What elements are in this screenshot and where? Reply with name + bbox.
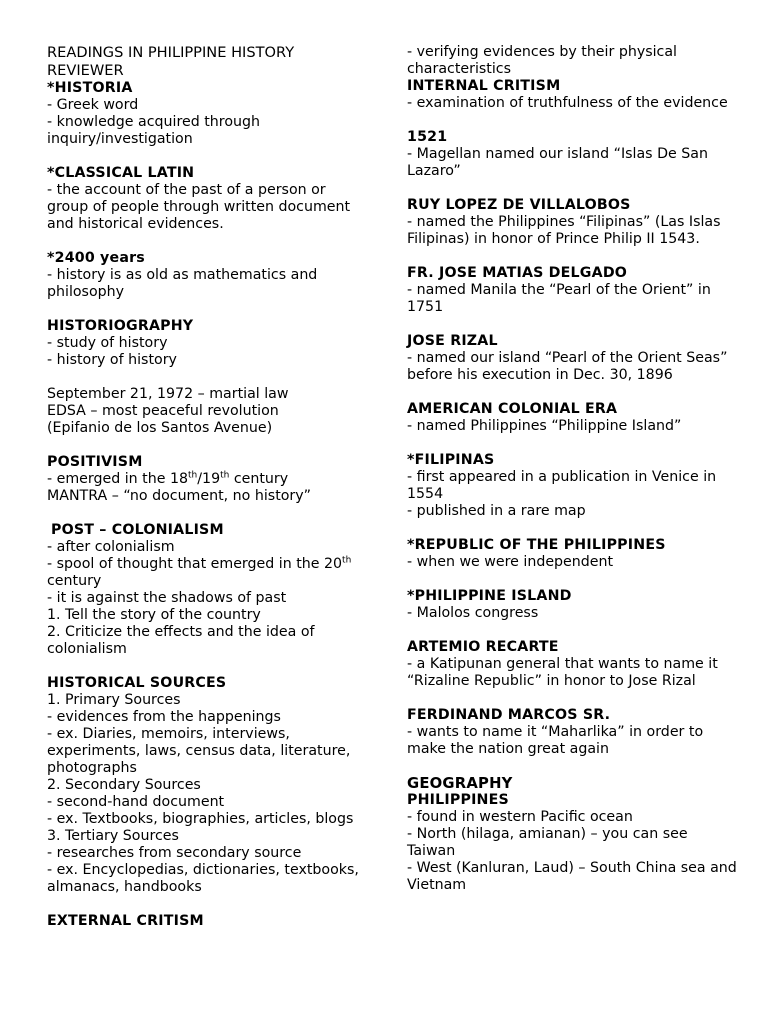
- text-fragment: century: [229, 471, 289, 487]
- text-fragment: century: [47, 573, 102, 589]
- text-line: 1. Primary Sources: [47, 692, 181, 708]
- document-title: [47, 44, 367, 80]
- text-line: - researches from secondary source: [47, 845, 302, 861]
- subheading-philippines: PHILIPPINES: [407, 792, 509, 808]
- superscript: th: [188, 470, 198, 481]
- heading-philippine-island: *PHILIPPINE ISLAND: [407, 588, 572, 604]
- section-villalobos: [407, 197, 737, 248]
- text-line: - Greek word: [47, 97, 139, 113]
- section-historiography: [47, 318, 367, 369]
- right-column: [407, 44, 737, 911]
- section-american-colonial-era: [407, 401, 737, 435]
- text-line: [47, 471, 367, 488]
- section-delgado: [407, 265, 737, 316]
- text-line: - West (Kanluran, Laud) – South China sea and Vietnam: [407, 860, 737, 893]
- text-line: - named the Philippines “Filipinas” (Las Islas Filipinas) in honor of Prince Philip II 1543.: [407, 214, 721, 247]
- heading-geography: GEOGRAPHY: [407, 775, 513, 792]
- heading-2400-years: *2400 years: [47, 250, 145, 266]
- section-classical-latin: [47, 165, 367, 233]
- section-recarte: [407, 639, 737, 690]
- text-line: - wants to name it “Maharlika” in order to make the nation great again: [407, 724, 704, 757]
- text-line: - the account of the past of a person or group of people through written document and historical evidences.: [47, 182, 351, 232]
- left-column: [47, 44, 367, 947]
- heading-post-colonialism: POST – COLONIALISM: [51, 522, 224, 538]
- text-line: - examination of truthfulness of the evidence: [407, 95, 728, 111]
- text-line: 3. Tertiary Sources: [47, 828, 179, 844]
- heading-american-colonial-era: AMERICAN COLONIAL ERA: [407, 401, 618, 417]
- text-line: September 21, 1972 – martial law: [47, 386, 289, 402]
- title-line-2: REVIEWER: [47, 62, 124, 79]
- section-2400-years: [47, 250, 367, 301]
- section-internal-critism: [407, 78, 737, 112]
- heading-delgado: FR. JOSE MATIAS DELGADO: [407, 265, 628, 281]
- text-line: - second-hand document: [47, 794, 225, 810]
- text-line: EDSA – most peaceful revolution: [47, 403, 279, 419]
- text-line: - it is against the shadows of past: [47, 590, 287, 606]
- text-line: [47, 556, 367, 590]
- text-line: - published in a rare map: [407, 503, 586, 519]
- heading-classical-latin: *CLASSICAL LATIN: [47, 165, 195, 181]
- text-line: - North (hilaga, amianan) – you can see Taiwan: [407, 826, 688, 859]
- text-line: - when we were independent: [407, 554, 614, 570]
- heading-marcos: FERDINAND MARCOS SR.: [407, 707, 611, 723]
- text-line: 1. Tell the story of the country: [47, 607, 261, 623]
- text-fragment: /19: [197, 471, 221, 487]
- section-historia: [47, 80, 367, 148]
- text-line: - history is as old as mathematics and philosophy: [47, 267, 318, 300]
- heading-positivism: POSITIVISM: [47, 454, 143, 470]
- section-rizal: [407, 333, 737, 384]
- text-line: - a Katipunan general that wants to name it “Rizaline Republic” in honor to Jose Rizal: [407, 656, 718, 689]
- section-external-critism: [47, 913, 367, 930]
- text-line: - evidences from the happenings: [47, 709, 281, 725]
- text-line: - ex. Textbooks, biographies, articles, blogs: [47, 811, 354, 827]
- section-positivism: [47, 454, 367, 505]
- title-line-1: READINGS IN PHILIPPINE HISTORY: [47, 44, 295, 61]
- section-external-critism-cont: [407, 44, 737, 78]
- heading-recarte: ARTEMIO RECARTE: [407, 639, 559, 655]
- heading-filipinas: *FILIPINAS: [407, 452, 495, 468]
- text-line: - knowledge acquired through inquiry/investigation: [47, 114, 260, 147]
- heading-external-critism: EXTERNAL CRITISM: [47, 913, 204, 929]
- section-1521: [407, 129, 737, 180]
- heading-republic: *REPUBLIC OF THE PHILIPPINES: [407, 537, 666, 553]
- heading-historiography: HISTORIOGRAPHY: [47, 318, 194, 334]
- text-line: - Magellan named our island “Islas De San Lazaro”: [407, 146, 708, 179]
- heading-villalobos: RUY LOPEZ DE VILLALOBOS: [407, 197, 631, 213]
- section-republic: [407, 537, 737, 571]
- text-line: - ex. Encyclopedias, dictionaries, textbooks, almanacs, handbooks: [47, 862, 359, 895]
- text-line: - named our island “Pearl of the Orient Seas” before his execution in Dec. 30, 1896: [407, 350, 728, 383]
- section-marcos: [407, 707, 737, 758]
- section-post-colonialism: [47, 522, 367, 658]
- text-line: - history of history: [47, 352, 177, 368]
- text-line: - named Manila the “Pearl of the Orient” in 1751: [407, 282, 711, 315]
- text-line: - after colonialism: [47, 539, 175, 555]
- superscript: th: [220, 470, 230, 481]
- text-line: (Epifanio de los Santos Avenue): [47, 420, 273, 436]
- section-historical-sources: [47, 675, 367, 896]
- text-fragment: - emerged in the 18: [47, 471, 189, 487]
- heading-1521: 1521: [407, 129, 448, 145]
- text-line: - named Philippines “Philippine Island”: [407, 418, 682, 434]
- text-line: - first appeared in a publication in Venice in 1554: [407, 469, 717, 502]
- heading-historical-sources: HISTORICAL SOURCES: [47, 675, 227, 691]
- heading-rizal: JOSE RIZAL: [407, 333, 498, 349]
- text-line: 2. Secondary Sources: [47, 777, 201, 793]
- section-martial-law: [47, 386, 367, 437]
- superscript: th: [342, 555, 352, 566]
- text-line: MANTRA – “no document, no history”: [47, 488, 312, 504]
- text-line: - Malolos congress: [407, 605, 539, 621]
- text-line: 2. Criticize the effects and the idea of colonialism: [47, 624, 315, 657]
- section-filipinas: [407, 452, 737, 520]
- section-geography: [407, 775, 737, 894]
- text-line: - study of history: [47, 335, 168, 351]
- text-line: - ex. Diaries, memoirs, interviews, experiments, laws, census data, literature, photographs: [47, 726, 351, 776]
- text-line: - found in western Pacific ocean: [407, 809, 633, 825]
- section-philippine-island: [407, 588, 737, 622]
- text-line: - verifying evidences by their physical characteristics: [407, 44, 677, 77]
- text-fragment: - spool of thought that emerged in the 20: [47, 556, 343, 572]
- heading-historia: *HISTORIA: [47, 80, 133, 96]
- heading-internal-critism: INTERNAL CRITISM: [407, 78, 561, 94]
